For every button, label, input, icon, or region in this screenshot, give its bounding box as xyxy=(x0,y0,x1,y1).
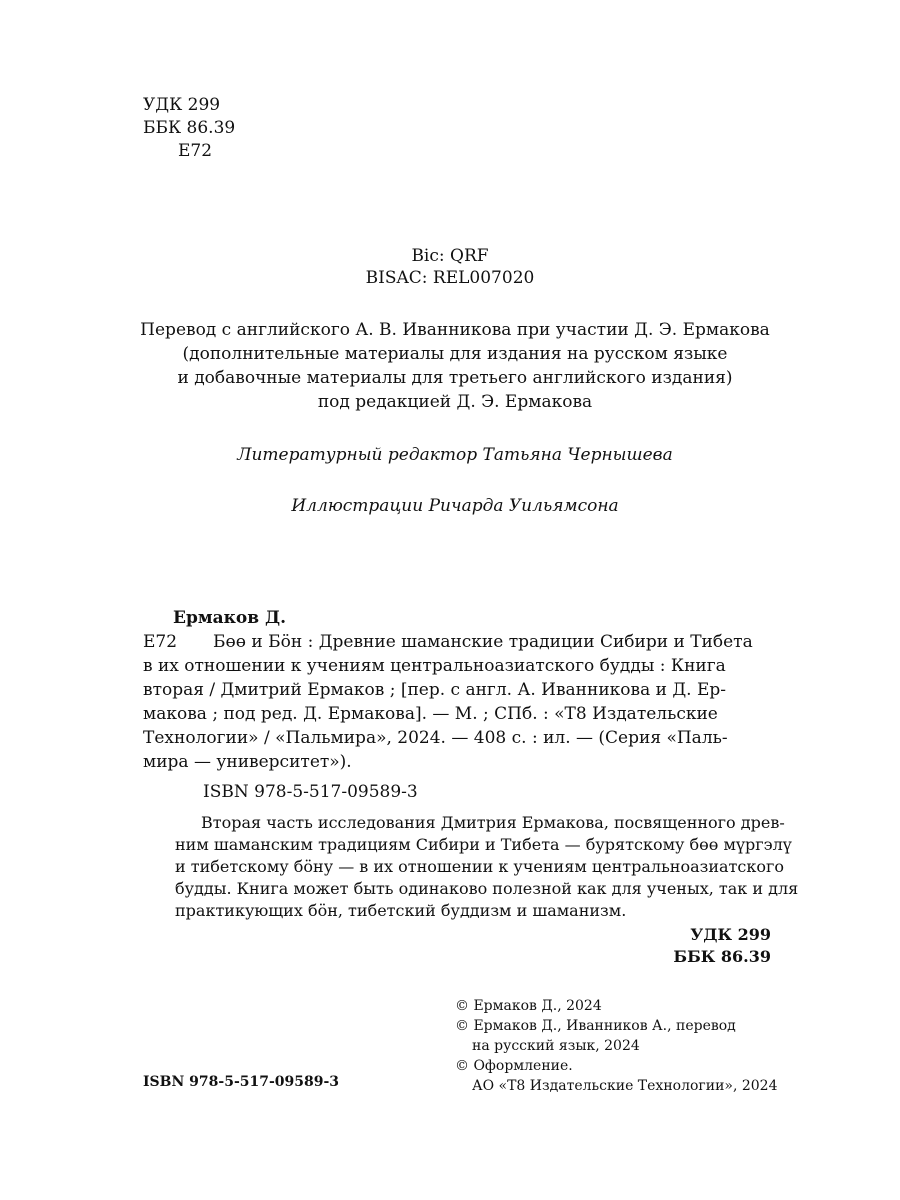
translation-credits xyxy=(0,318,900,414)
record-author: Ермаков Д. xyxy=(173,608,287,628)
classification-block xyxy=(143,94,235,163)
copyright-line: на русский язык, 2024 xyxy=(472,1038,640,1054)
annotation-line: практикующих бӧн, тибетский буддизм и шаманизм. xyxy=(175,901,627,920)
illustrations-credit: Иллюстрации Ричарда Уильямсона xyxy=(291,496,619,516)
copyright-line: АО «Т8 Издательские Технологии», 2024 xyxy=(472,1078,778,1094)
credits-line: под редакцией Д. Э. Ермакова xyxy=(317,392,593,412)
record-code: Е72 xyxy=(143,632,178,652)
record-line: мира — университет»). xyxy=(143,752,352,772)
copyright-line: © Ермаков Д., Иванников А., перевод xyxy=(455,1018,736,1034)
copyright-block xyxy=(455,996,778,1096)
record-line: вторая / Дмитрий Ермаков ; [пер. с англ. А. Иванникова и Д. Ер- xyxy=(143,680,727,700)
record-body xyxy=(143,630,783,654)
udk-code: УДК 299 xyxy=(143,95,221,115)
bisac-code: BISAC: REL007020 xyxy=(365,268,535,288)
record-line: Бөө и Бӧн : Древние шаманские традиции Сибири и Тибета xyxy=(213,632,753,652)
bbk-code: ББК 86.39 xyxy=(143,118,236,138)
record-isbn: ISBN 978-5-517-09589-3 xyxy=(203,782,418,802)
record-continuation xyxy=(143,654,783,774)
annotation-line: ним шаманским традициям Сибири и Тибета — бурятскому бөө мүргэлү xyxy=(175,835,792,854)
record-udk: УДК 299 xyxy=(690,925,771,944)
credits-line: и добавочные материалы для третьего английского издания) xyxy=(177,368,733,388)
subject-codes xyxy=(0,245,900,289)
copyright-line: © Ермаков Д., 2024 xyxy=(455,998,602,1014)
record-text xyxy=(143,630,783,654)
annotation-line: будды. Книга может быть одинаково полезной как для ученых, так и для xyxy=(175,879,799,898)
bic-code: Bic: QRF xyxy=(411,246,489,266)
annotation-line: и тибетскому бӧну — в их отношении к учениям центральноазиатского xyxy=(175,857,784,876)
record-line: в их отношении к учениям центральноазиатского будды : Книга xyxy=(143,656,726,676)
annotation xyxy=(143,812,799,922)
copyright-line: © Оформление. xyxy=(455,1058,573,1074)
credits-line: Перевод с английского А. В. Иванникова при участии Д. Э. Ермакова xyxy=(140,320,770,340)
annotation-line: Вторая часть исследования Дмитрия Ермакова, посвященного древ- xyxy=(201,813,785,832)
credits-line: (дополнительные материалы для издания на русском языке xyxy=(182,344,728,364)
record-line: Технологии» / «Пальмира», 2024. — 408 с. : ил. — (Серия «Паль- xyxy=(143,728,728,748)
record-bbk: ББК 86.39 xyxy=(673,947,771,966)
record-line: макова ; под ред. Д. Ермакова]. — М. ; СПб. : «Т8 Издательские xyxy=(143,704,718,724)
literary-editor: Литературный редактор Татьяна Чернышева xyxy=(237,445,673,465)
isbn-bottom: ISBN 978-5-517-09589-3 xyxy=(143,1074,340,1090)
author-mark: Е72 xyxy=(178,141,213,161)
record-classification xyxy=(143,924,783,968)
bibliographic-record xyxy=(143,606,799,968)
